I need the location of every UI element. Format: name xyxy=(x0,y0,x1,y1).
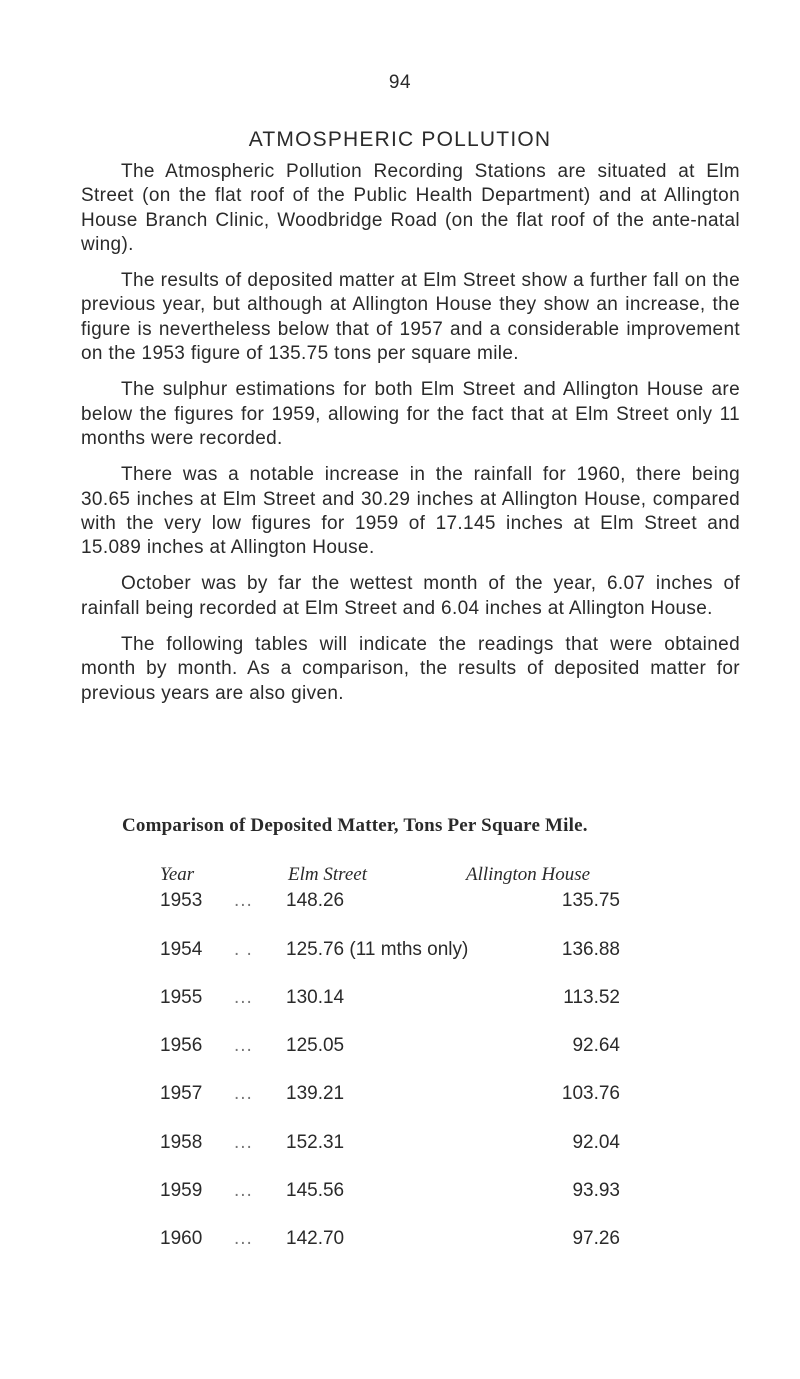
cell-allington-house: 103.76 xyxy=(561,1083,620,1104)
table-header xyxy=(0,864,800,890)
cell-year: 1953 xyxy=(160,890,203,911)
page-number: 94 xyxy=(388,72,412,93)
cell-year: 1954 xyxy=(160,939,203,960)
cell-elm-street: 142.70 xyxy=(286,1228,345,1249)
cell-allington-house: 92.64 xyxy=(572,1035,620,1056)
cell-elm-street: 125.05 xyxy=(286,1035,345,1056)
cell-year: 1960 xyxy=(160,1228,203,1249)
cell-elm-street: 152.31 xyxy=(286,1132,345,1153)
header-elm-street: Elm Street xyxy=(288,864,367,885)
cell-elm-street: 139.21 xyxy=(286,1083,345,1104)
paragraph: The following tables will indicate the readings that were obtained month by month. As a comparison, the results of deposited matter for previous years are also given. xyxy=(81,634,740,704)
leader-dots: . . xyxy=(234,939,253,960)
table-row xyxy=(0,1180,800,1206)
leader-dots: ... xyxy=(234,1083,253,1104)
table-row xyxy=(0,939,800,965)
cell-elm-street: 130.14 xyxy=(286,987,345,1008)
header-allington-house: Allington House xyxy=(466,864,591,885)
leader-dots: ... xyxy=(234,1228,253,1249)
cell-elm-street: 125.76 (11 mths only) xyxy=(286,939,469,960)
cell-allington-house: 92.04 xyxy=(572,1132,620,1153)
page-title: ATMOSPHERIC POLLUTION xyxy=(248,128,552,151)
paragraph: The sulphur estimations for both Elm Street and Allington House are below the figures for 1959, allowing for the fact that at Elm Street only 11 months were recorded. xyxy=(81,379,740,449)
table-row xyxy=(0,1035,800,1061)
cell-year: 1959 xyxy=(160,1180,203,1201)
leader-dots: ... xyxy=(234,1035,253,1056)
table-title: Comparison of Deposited Matter, Tons Per Square Mile. xyxy=(122,815,588,836)
leader-dots: ... xyxy=(234,890,253,911)
header-year: Year xyxy=(160,864,195,885)
leader-dots: ... xyxy=(234,1132,253,1153)
table-row xyxy=(0,987,800,1013)
paragraph: October was by far the wettest month of the year, 6.07 inches of rainfall being recorded at Elm Street and 6.04 inches at Allington House. xyxy=(81,573,740,619)
leader-dots: ... xyxy=(234,1180,253,1201)
cell-allington-house: 97.26 xyxy=(572,1228,620,1249)
cell-year: 1958 xyxy=(160,1132,203,1153)
cell-allington-house: 135.75 xyxy=(561,890,620,911)
leader-dots: ... xyxy=(234,987,253,1008)
cell-year: 1955 xyxy=(160,987,203,1008)
table-row xyxy=(0,1228,800,1254)
paragraph: The Atmospheric Pollution Recording Stations are situated at Elm Street (on the flat roof of the Public Health Department) and at Allington House Branch Clinic, Woodbridge Road (on the flat roof of the ante-natal wing). xyxy=(81,161,740,255)
cell-elm-street: 148.26 xyxy=(286,890,345,911)
table-row xyxy=(0,890,800,916)
table-row xyxy=(0,1132,800,1158)
cell-year: 1957 xyxy=(160,1083,203,1104)
cell-year: 1956 xyxy=(160,1035,203,1056)
cell-allington-house: 93.93 xyxy=(572,1180,620,1201)
body-text xyxy=(81,160,740,718)
table-row xyxy=(0,1083,800,1109)
paragraph: There was a notable increase in the rainfall for 1960, there being 30.65 inches at Elm Street and 30.29 inches at Allington House, compared with the very low figures for 1959 of 17.145 inches at Elm Street and 15.089 inches at Allington House. xyxy=(81,464,740,559)
cell-elm-street: 145.56 xyxy=(286,1180,345,1201)
cell-allington-house: 113.52 xyxy=(563,987,620,1008)
cell-allington-house: 136.88 xyxy=(561,939,620,960)
paragraph: The results of deposited matter at Elm Street show a further fall on the previous year, but although at Allington House they show an increase, the figure is nevertheless below that of 1957 and a considerable improvement on the 1953 figure of 135.75 tons per square mile. xyxy=(81,270,740,365)
